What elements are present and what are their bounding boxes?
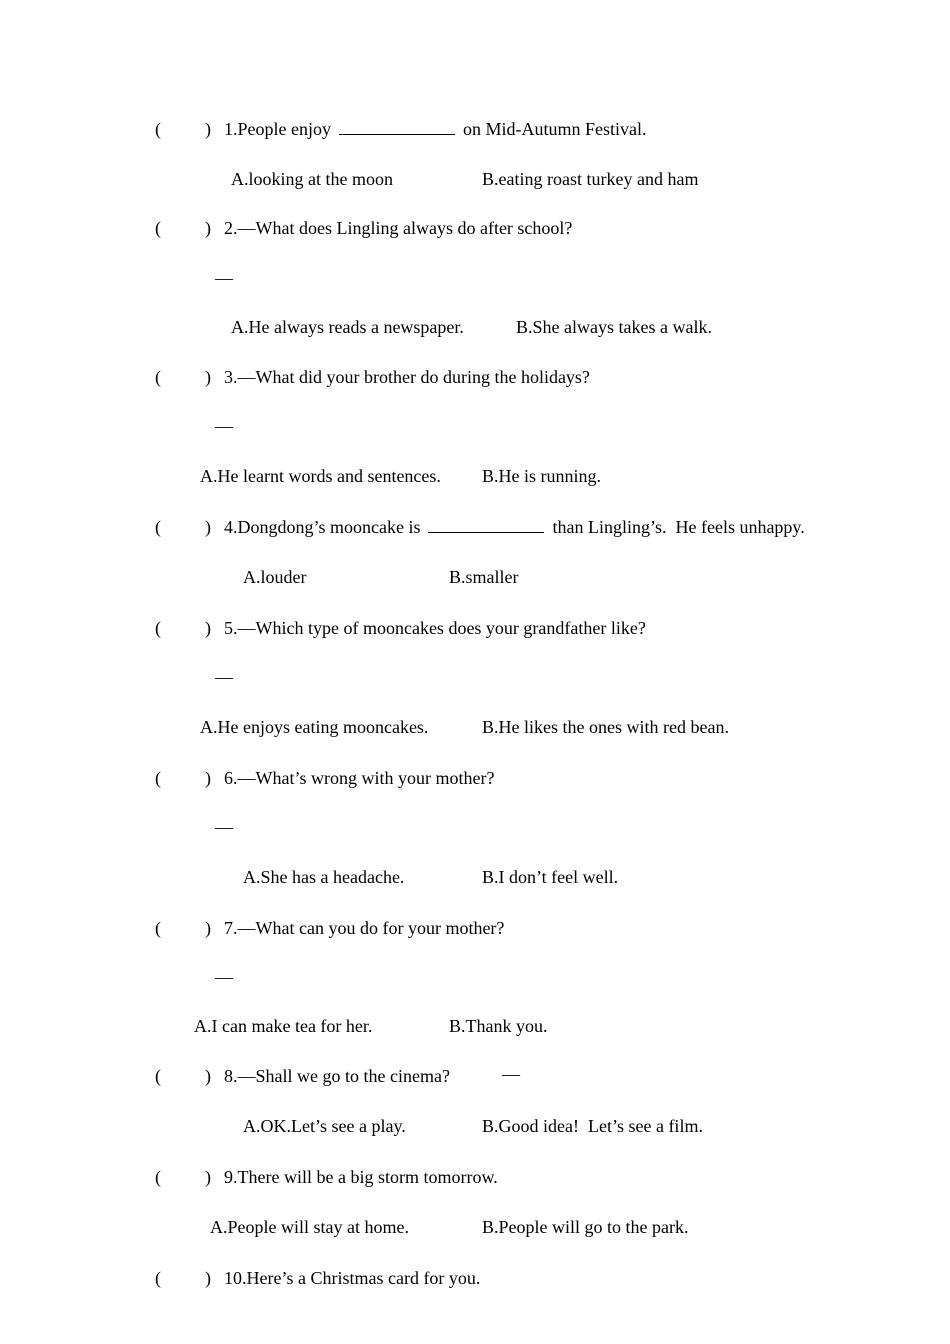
option-b: B.She always takes a walk. xyxy=(516,317,712,337)
option-a: A.looking at the moon xyxy=(231,169,393,189)
answer-paren-close: ) xyxy=(205,1167,211,1187)
option-a: A.He always reads a newspaper. xyxy=(231,317,464,337)
answer-dash: — xyxy=(215,967,233,987)
question-stem: 9.There will be a big storm tomorrow. xyxy=(224,1167,498,1187)
answer-paren-open: ( xyxy=(155,119,161,139)
answer-paren-open: ( xyxy=(155,1167,161,1187)
option-a: A.I can make tea for her. xyxy=(194,1016,373,1036)
answer-paren-close: ) xyxy=(205,768,211,788)
option-a: A.OK.Let’s see a play. xyxy=(243,1116,406,1136)
answer-paren-close: ) xyxy=(205,119,211,139)
answer-blank[interactable] xyxy=(339,120,455,135)
answer-paren-close: ) xyxy=(205,517,211,537)
answer-paren-close: ) xyxy=(205,1066,211,1086)
answer-paren-open: ( xyxy=(155,918,161,938)
question-stem: 5.—Which type of mooncakes does your grandfather like? xyxy=(224,618,646,638)
answer-blank[interactable] xyxy=(428,518,544,533)
answer-paren-open: ( xyxy=(155,367,161,387)
option-b: B.I don’t feel well. xyxy=(482,867,619,887)
option-a: A.She has a headache. xyxy=(243,867,405,887)
answer-dash: — xyxy=(215,817,233,837)
answer-paren-open: ( xyxy=(155,517,161,537)
question-stem: 1.People enjoy on Mid-Autumn Festival. xyxy=(224,119,647,139)
option-b: B.He is running. xyxy=(482,466,601,486)
option-a: A.louder xyxy=(243,567,307,587)
question-stem: 4.Dongdong’s mooncake is than Lingling’s. He feels unhappy. xyxy=(224,517,805,537)
answer-paren-open: ( xyxy=(155,218,161,238)
question-stem: 2.—What does Lingling always do after school? xyxy=(224,218,573,238)
answer-dash: — xyxy=(215,268,233,288)
question-stem: 10.Here’s a Christmas card for you. xyxy=(224,1268,481,1288)
option-b: B.smaller xyxy=(449,567,519,587)
option-b: B.Thank you. xyxy=(449,1016,548,1036)
option-b: B.He likes the ones with red bean. xyxy=(482,717,729,737)
answer-dash: — xyxy=(215,416,233,436)
question-stem: 3.—What did your brother do during the holidays? xyxy=(224,367,590,387)
answer-paren-close: ) xyxy=(205,218,211,238)
option-b: B.People will go to the park. xyxy=(482,1217,689,1237)
option-b: B.Good idea! Let’s see a film. xyxy=(482,1116,703,1136)
answer-paren-open: ( xyxy=(155,1066,161,1086)
answer-paren-close: ) xyxy=(205,918,211,938)
answer-paren-close: ) xyxy=(205,1268,211,1288)
question-stem: 6.—What’s wrong with your mother? xyxy=(224,768,495,788)
answer-dash: — xyxy=(502,1064,520,1084)
option-b: B.eating roast turkey and ham xyxy=(482,169,699,189)
question-stem: 7.—What can you do for your mother? xyxy=(224,918,505,938)
question-stem: 8.—Shall we go to the cinema? xyxy=(224,1066,450,1086)
answer-paren-open: ( xyxy=(155,1268,161,1288)
answer-paren-close: ) xyxy=(205,367,211,387)
answer-dash: — xyxy=(215,667,233,687)
answer-paren-close: ) xyxy=(205,618,211,638)
option-a: A.He learnt words and sentences. xyxy=(200,466,441,486)
answer-paren-open: ( xyxy=(155,768,161,788)
option-a: A.He enjoys eating mooncakes. xyxy=(200,717,429,737)
option-a: A.People will stay at home. xyxy=(210,1217,409,1237)
answer-paren-open: ( xyxy=(155,618,161,638)
